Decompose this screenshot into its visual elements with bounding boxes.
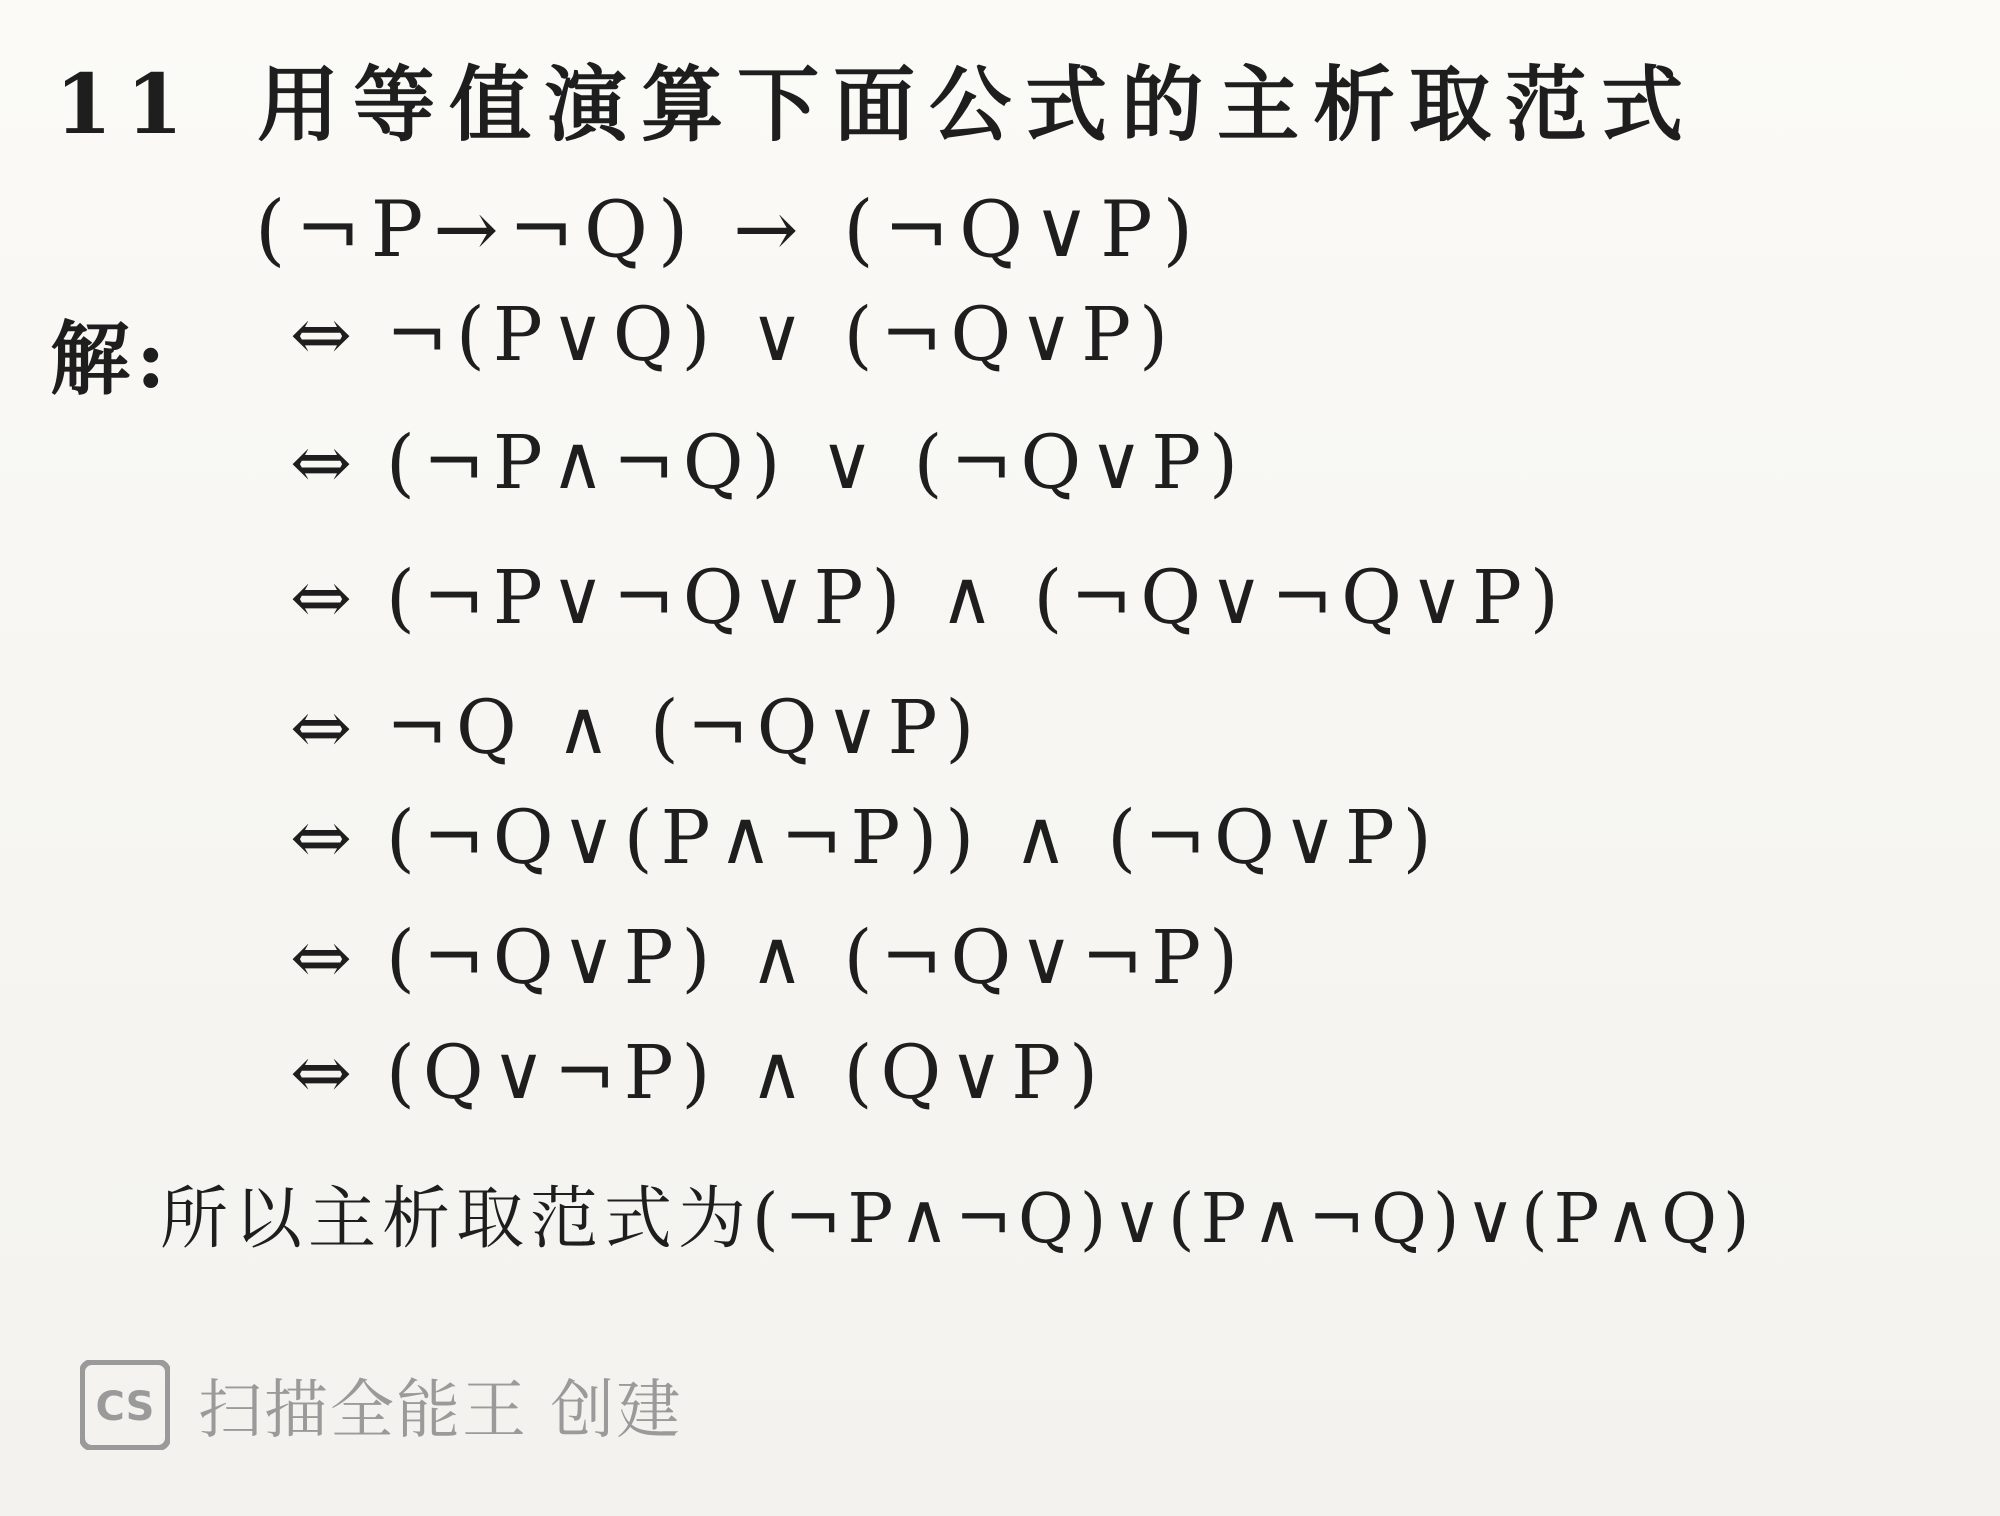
solution-step-6 (290, 915, 1246, 1001)
camscanner-logo-icon (80, 1360, 170, 1450)
step-expression: (¬Q∨(P∧¬P)) ∧ (¬Q∨P) (386, 795, 1440, 881)
equiv-arrow: ⇔ (290, 685, 361, 771)
step-expression: ¬(P∨Q) ∨ (¬Q∨P) (386, 292, 1176, 378)
equiv-arrow: ⇔ (290, 420, 361, 506)
watermark-text: 扫描全能王 创建 (198, 1374, 683, 1448)
solution-step-1 (290, 292, 1176, 378)
solution-label: 解: (50, 312, 172, 406)
scanner-watermark (80, 1360, 682, 1450)
equiv-arrow: ⇔ (290, 555, 361, 641)
equiv-arrow: ⇔ (290, 795, 361, 881)
solution-step-3 (290, 555, 1567, 641)
problem-title (55, 40, 1697, 157)
problem-formula: (¬P→¬Q) → (¬Q∨P) (255, 185, 1204, 275)
step-expression: (¬P∧¬Q) ∨ (¬Q∨P) (386, 420, 1246, 506)
problem-statement: 用等值演算下面公式的主析取范式 (257, 57, 1698, 153)
step-expression: (¬P∨¬Q∨P) ∧ (¬Q∨¬Q∨P) (386, 555, 1567, 641)
solution-step-5 (290, 795, 1440, 881)
solution-step-4 (290, 685, 982, 771)
logo-text: CS (95, 1384, 155, 1430)
equiv-arrow: ⇔ (290, 1030, 361, 1116)
solution-step-2 (290, 420, 1246, 506)
solution-conclusion: 所以主析取范式为(¬P∧¬Q)∨(P∧¬Q)∨(P∧Q) (160, 1180, 1756, 1259)
problem-number: 11 (55, 57, 198, 153)
equiv-arrow: ⇔ (290, 292, 361, 378)
solution-step-7 (290, 1030, 1106, 1116)
step-expression: (Q∨¬P) ∧ (Q∨P) (386, 1030, 1106, 1116)
step-expression: (¬Q∨P) ∧ (¬Q∨¬P) (386, 915, 1246, 1001)
equiv-arrow: ⇔ (290, 915, 361, 1001)
step-expression: ¬Q ∧ (¬Q∨P) (386, 685, 983, 771)
